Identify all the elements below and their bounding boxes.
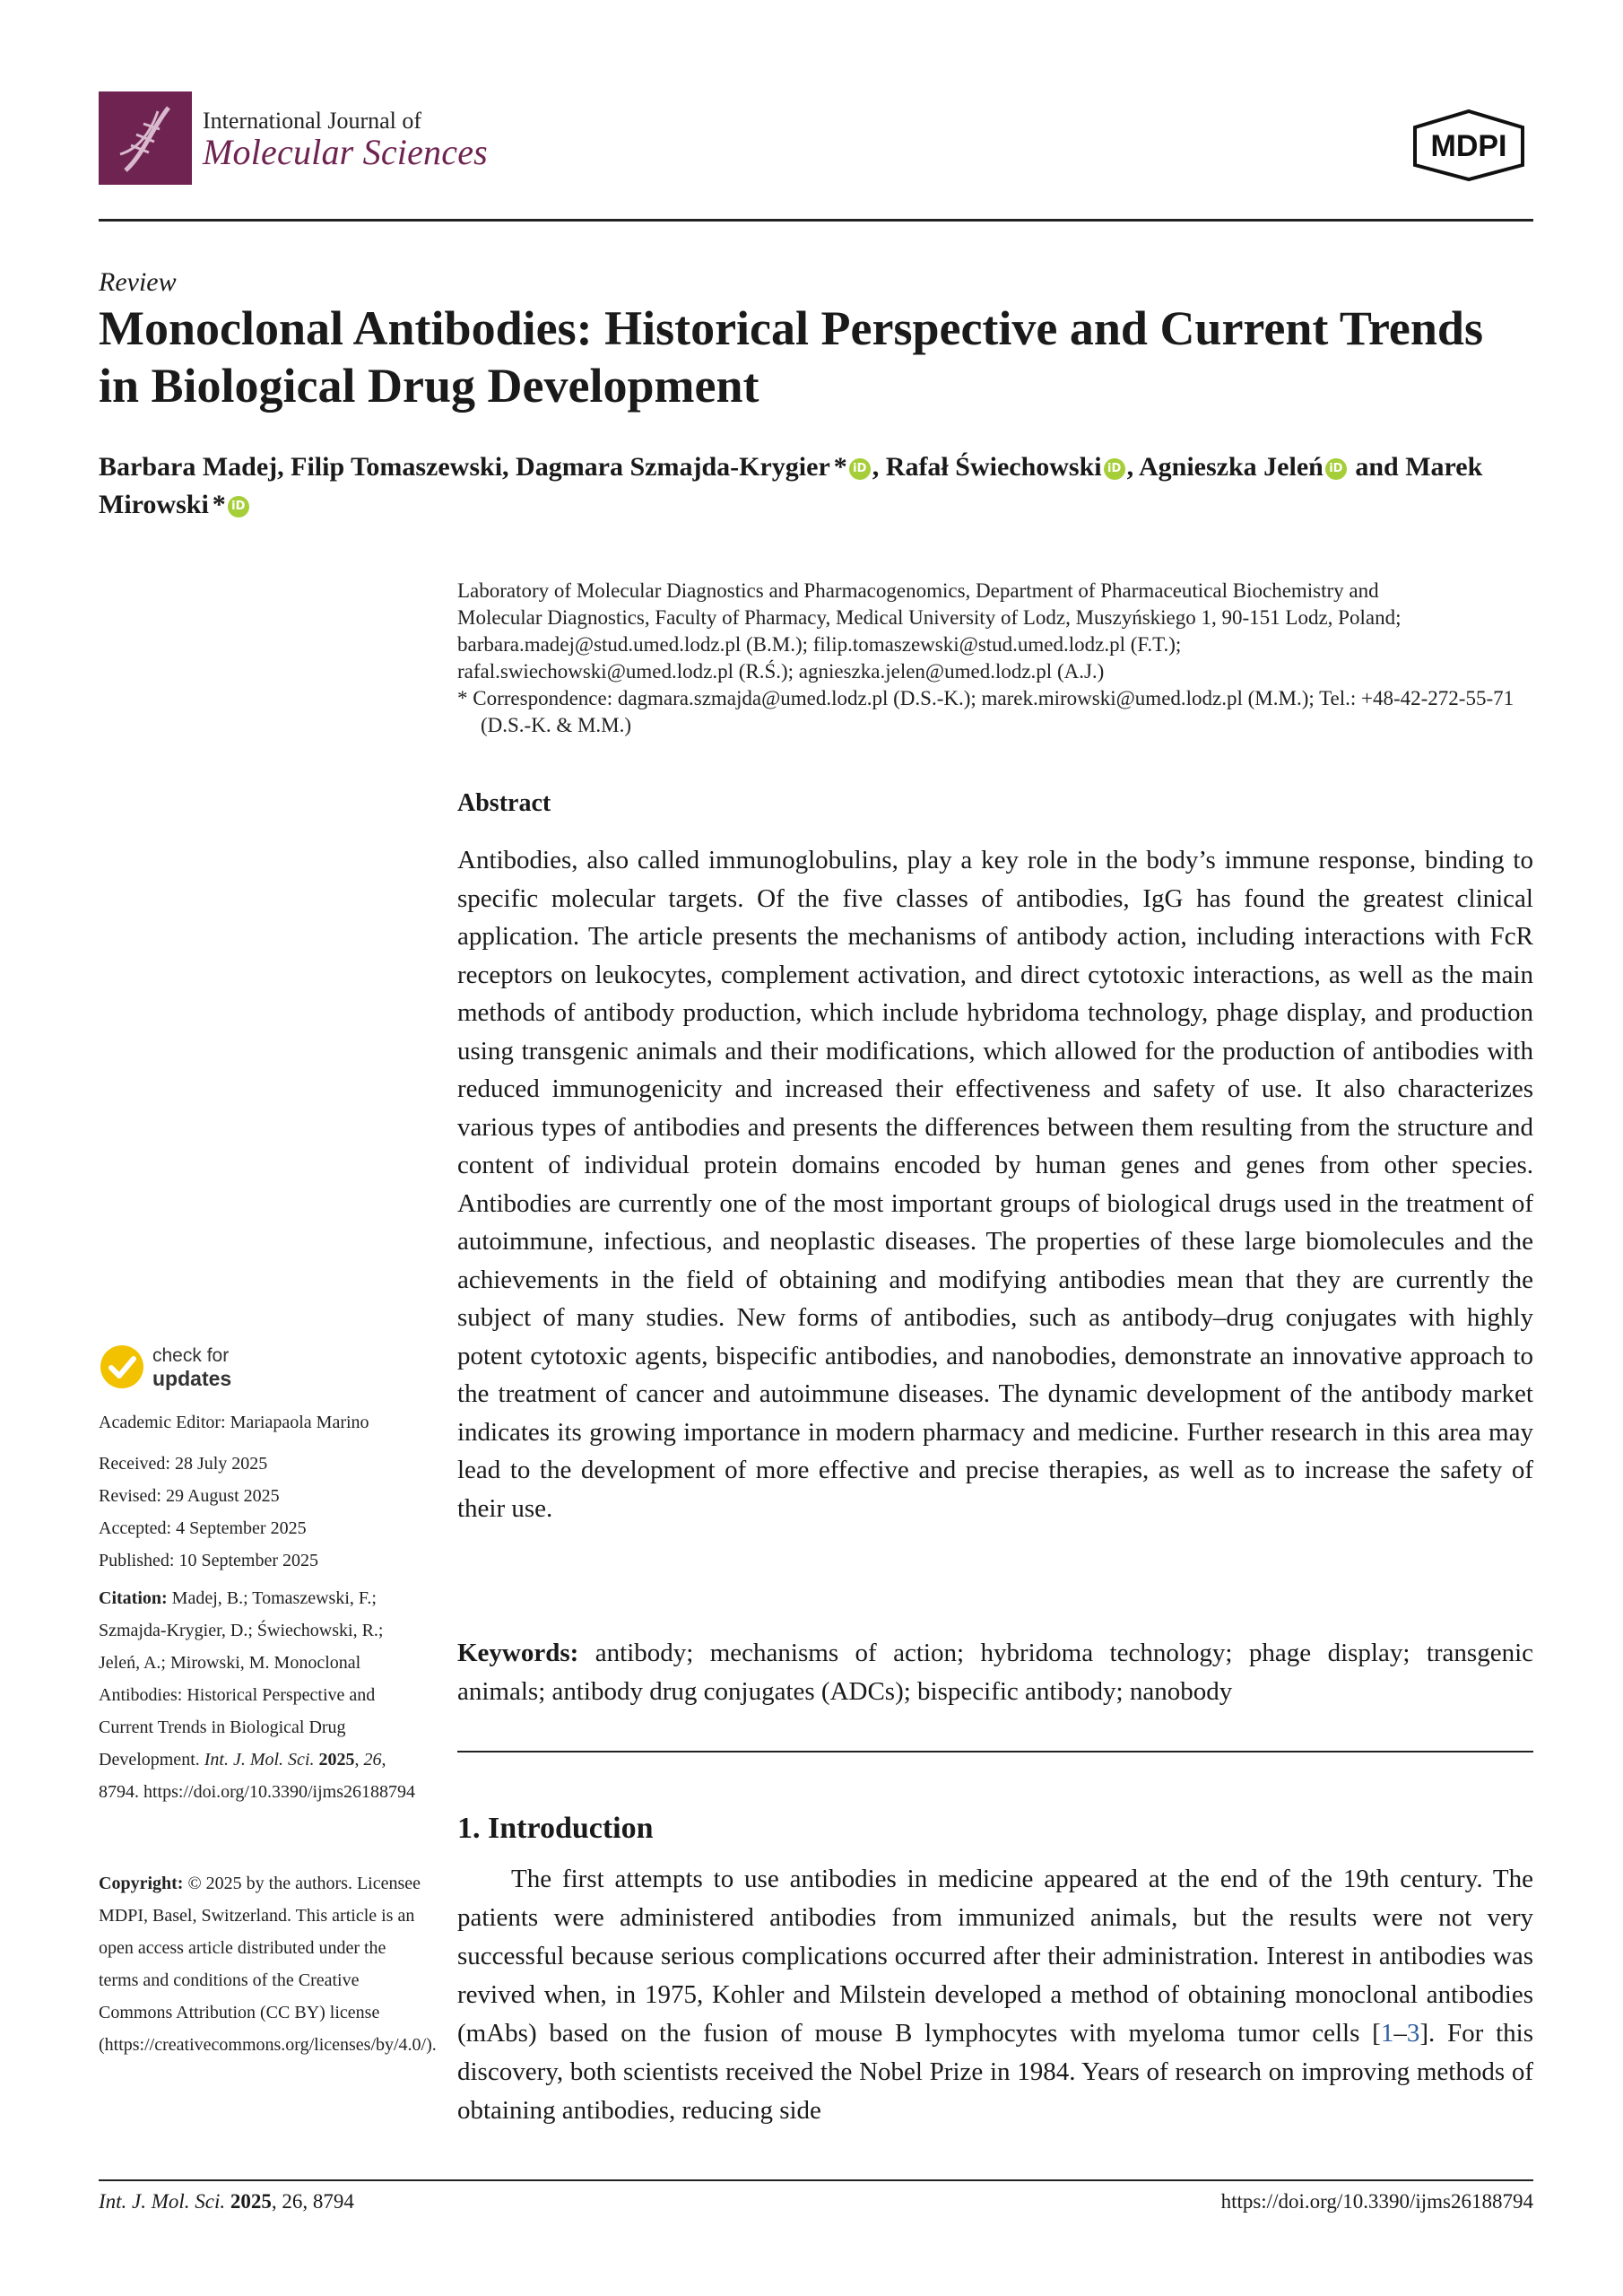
journal-name-line1: International Journal of (203, 108, 422, 134)
author-separator: , (872, 452, 886, 482)
citation-doi[interactable]: 8794. https://doi.org/10.3390/ijms26188794 (99, 1782, 415, 1802)
copyright-label: Copyright: (99, 1874, 184, 1893)
author-name: Rafał Świechowski (885, 452, 1102, 482)
author-separator: , (1126, 452, 1139, 482)
affiliation-line: rafal.swiechowski@umed.lodz.pl (R.Ś.); agnieszka.jelen@umed.lodz.pl (A.J.) (457, 660, 1105, 683)
abstract-heading: Abstract (457, 789, 551, 817)
orcid-icon[interactable]: iD (228, 496, 249, 517)
affiliation-line: barbara.madej@stud.umed.lodz.pl (B.M.); filip.tomaszewski@stud.umed.lodz.pl (F.T.); (457, 633, 1182, 656)
section-heading: 1. Introduction (457, 1812, 654, 1845)
author-separator: , (502, 452, 516, 482)
intro-text-part: The first attempts to use antibodies in medicine appeared at the end of the 19th century. The patients were administered antibodies from immunized animals, but the results were not very successful because serious complications occurred after their administration. Interest in antibodies was revived when, in 1975, Kohler and Milstein developed a method of obtaining monoclonal antibodies (mAbs) based on the fusion of mouse B lymphocytes with myeloma tumor cells [ (457, 1865, 1533, 2048)
article-title: Monoclonal Antibodies: Historical Perspective and Current Trends in Biological Drug Development (99, 301, 1483, 413)
citation-block: Citation: Madej, B.; Tomaszewski, F.; Szmajda-Krygier, D.; Świechowski, R.; Jeleń, A.; Mirowski, M. Monoclonal Antibodies: Historical Perspective and Current Trends in Biological Drug Development. Int. J. Mol. Sci. 2025, 26, 8794. https://doi.org/10.3390/ijms26188794 (99, 1588, 415, 1802)
citation-volume: 26 (363, 1750, 382, 1770)
corresponding-author-mark: * (212, 490, 226, 519)
journal-name-line2: Molecular Sciences (203, 132, 488, 172)
author-list (99, 448, 1533, 524)
citation-journal: Int. J. Mol. Sci. (204, 1750, 315, 1770)
copyright-text: © 2025 by the authors. Licensee MDPI, Basel, Switzerland. This article is an open access article distributed under the terms and conditions of the Creative Commons Attribution (CC BY) license (https://creativecommons.org/licenses/by/4.0/). (99, 1874, 437, 2055)
keywords (457, 1634, 1533, 1710)
orcid-icon[interactable]: iD (1104, 458, 1125, 480)
orcid-icon[interactable]: iD (849, 458, 871, 480)
affiliation-line: Molecular Diagnostics, Faculty of Pharmacy, Medical University of Lodz, Muszyńskiego 1, 90-151 Lodz, Poland; (457, 606, 1402, 629)
keywords-label: Keywords: (457, 1639, 579, 1667)
citation-label: Citation: (99, 1588, 168, 1608)
author-name: Dagmara Szmajda-Krygier (516, 452, 830, 482)
date-published: Published: 10 September 2025 (99, 1551, 318, 1570)
author-name: Marek Mirowski (99, 452, 1483, 519)
date-accepted: Accepted: 4 September 2025 (99, 1518, 307, 1538)
author-name: Barbara Madej (99, 452, 278, 482)
journal-logo-icon (99, 91, 192, 185)
citation-text: Madej, B.; Tomaszewski, F.; Szmajda-Krygier, D.; Świechowski, R.; Jeleń, A.; Mirowski, M. Monoclonal Antibodies: Historical Perspective and Current Trends in Biological Drug Development. (99, 1588, 384, 1770)
footer-year: 2025 (230, 2190, 272, 2213)
footer-journal: Int. J. Mol. Sci. (99, 2190, 226, 2213)
affiliations (457, 578, 1533, 739)
header-divider (99, 219, 1533, 222)
author-separator: , (277, 452, 291, 482)
article-type: Review (99, 267, 177, 297)
correspondence: * Correspondence: dagmara.szmajda@umed.lodz.pl (D.S.-K.); marek.mirowski@umed.lodz.pl (M.M.); Tel.: +48-42-272-55-71 (D.S.-K. & M.M.) (457, 687, 1515, 736)
citation-link[interactable]: 1 (1380, 2019, 1394, 2048)
citation-separator: – (1393, 2019, 1407, 2048)
intro-text-part: ]. For this discovery, both scientists received the Nobel Prize in 1984. Years of research on improving methods of obtaining antibodies, reducing side (457, 2019, 1534, 2125)
copyright-block (99, 1867, 437, 2061)
affiliation-line: Laboratory of Molecular Diagnostics and Pharmacogenomics, Department of Pharmaceutical Biochemistry and (457, 579, 1379, 602)
orcid-icon[interactable]: iD (1325, 458, 1347, 480)
footer-citation (99, 2190, 354, 2213)
check-for-updates-text[interactable]: updates (152, 1367, 232, 1390)
footer-doi-link[interactable]: https://doi.org/10.3390/ijms26188794 (1220, 2190, 1533, 2213)
mdpi-logo-icon (1406, 108, 1532, 183)
footer-volume: , 26, 8794 (271, 2190, 354, 2213)
author-name: Agnieszka Jeleń (1139, 452, 1324, 482)
citation-link[interactable]: 3 (1406, 2019, 1420, 2048)
publisher-name: MDPI (1430, 129, 1507, 163)
date-revised: Revised: 29 August 2025 (99, 1486, 280, 1506)
academic-editor: Academic Editor: Mariapaola Marino (99, 1413, 369, 1432)
introduction-text (457, 1860, 1533, 2130)
abstract-text: Antibodies, also called immunoglobulins, play a key role in the body’s immune response, binding to specific molecular targets. Of the five classes of antibodies, IgG has found the greatest clinical application. The article presents the mechanisms of antibody action, including interactions with FcR receptors on leukocytes, complement activation, and direct cytotoxic interactions, as well as the main methods of antibody production, which include hybridoma technology, phage display, and production using transgenic animals and their modifications, which allowed for the production of antibodies with reduced immunogenicity and increased their effectiveness and safety of use. It also characterizes various types of antibodies and presents the differences between them resulting from the structure and content of individual protein domains encoded by human genes and genes from other species. Antibodies are currently one of the most important groups of biological drugs used in the treatment of autoimmune, infectious, and neoplastic diseases. The properties of these large biomolecules and the achievements in the field of obtaining and modifying antibodies mean that they are currently the subject of many studies. New forms of antibodies, such as antibody–drug conjugates with highly potent cytotoxic agents, bispecific antibodies, and nanobodies, demonstrate an innovative approach to the treatment of cancer and autoimmune diseases. The dynamic development of the antibody market indicates its growing importance in modern pharmacy and medicine. Further research in this area may lead to the development of more effective and precise therapies, as well as to increase the safety of their use. (457, 846, 1533, 1523)
abstract-divider (457, 1751, 1533, 1752)
check-for-updates-text[interactable]: check for (152, 1345, 230, 1366)
check-for-updates-icon[interactable] (99, 1344, 145, 1390)
date-received: Received: 28 July 2025 (99, 1454, 268, 1474)
footer-divider (99, 2179, 1533, 2181)
author-name: Filip Tomaszewski (291, 452, 503, 482)
publication-dates (99, 1448, 421, 1577)
author-separator: and (1348, 452, 1406, 482)
keywords-text: antibody; mechanisms of action; hybridoma technology; phage display; transgenic animals; antibody drug conjugates (ADCs); bispecific antibody; nanobody (457, 1639, 1533, 1706)
citation-year: 2025 (318, 1750, 355, 1770)
corresponding-author-mark: * (833, 452, 847, 482)
